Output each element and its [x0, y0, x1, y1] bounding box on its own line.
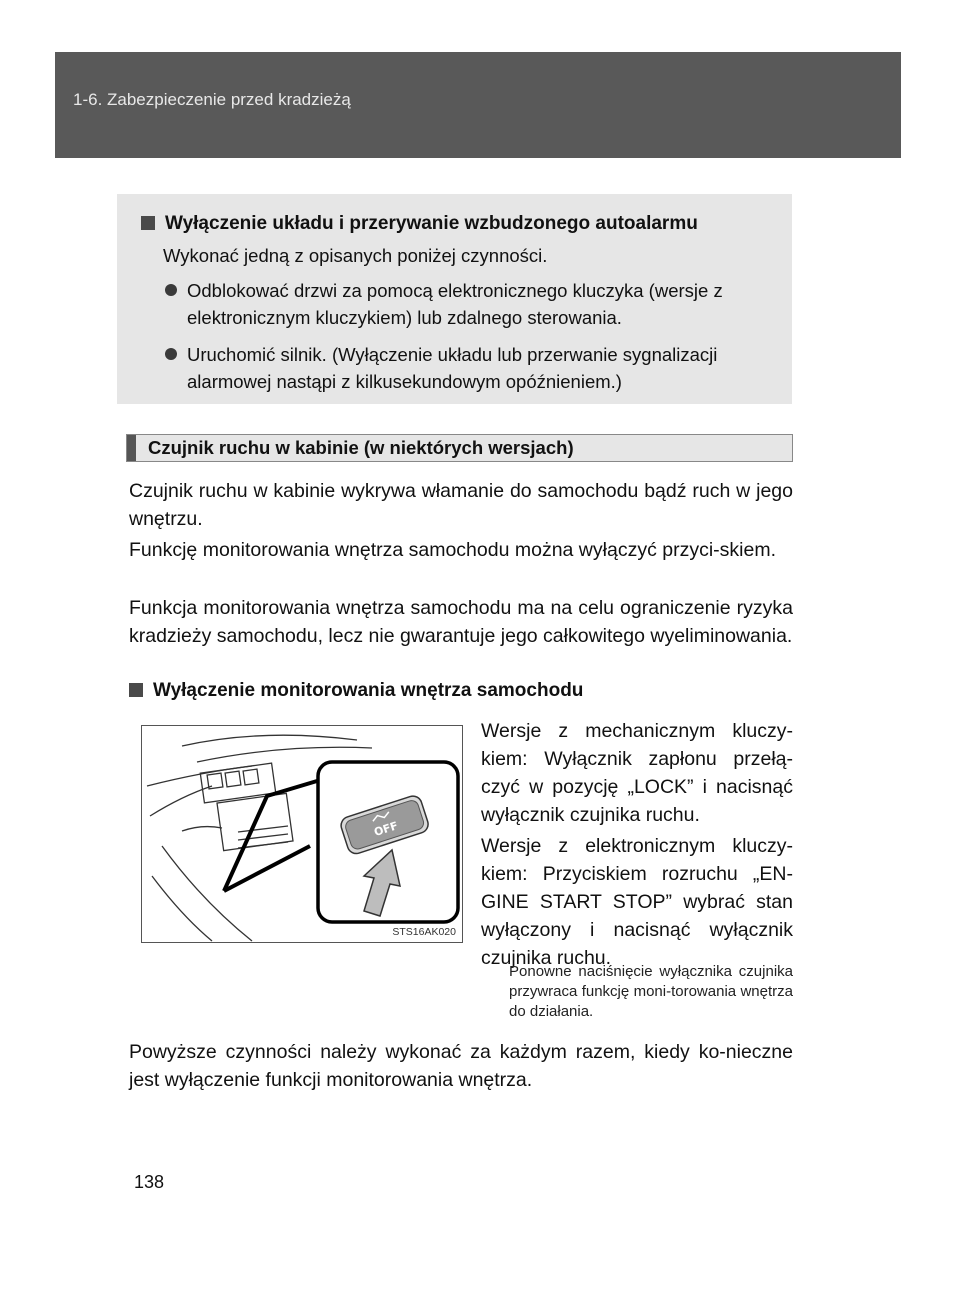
square-bullet-icon [141, 216, 155, 230]
note-text: Ponowne naciśnięcie wyłącznika czujnika przywraca funkcję moni-torowania wnętrza do działania. [509, 963, 793, 1020]
paragraph: Funkcję monitorowania wnętrza samochodu można wyłączyć przyci-skiem. [129, 539, 776, 561]
section-title [126, 434, 793, 462]
paragraph: Czujnik ruchu w kabinie wykrywa włamanie do samochodu bądź ruch w jego wnętrzu. [129, 480, 793, 530]
section-marker [127, 435, 136, 461]
header-bar [55, 52, 901, 158]
info-box [117, 194, 792, 404]
info-box-intro: Wykonać jedną z opisanych poniżej czynności. [163, 245, 548, 266]
interior-motion-sensor-figure [141, 725, 463, 943]
round-bullet-icon [165, 284, 177, 296]
list-item [163, 341, 772, 395]
page-number: 138 [134, 1172, 165, 1192]
list-item-text: Uruchomić silnik. (Wyłączenie układu lub przerwanie sygnalizacji alarmowej nastąpi z kilkusekundowym opóźnieniem.) [187, 344, 718, 392]
square-bullet-icon [129, 683, 143, 697]
subsection-heading-text: Wyłączenie monitorowania wnętrza samochodu [153, 680, 584, 701]
info-box-heading [141, 213, 772, 235]
section-title-text: Czujnik ruchu w kabinie (w niektórych wersjach) [148, 437, 574, 458]
chapter-title: 1-6. Zabezpieczenie przed kradzieżą [73, 90, 351, 109]
closing-paragraph: Powyższe czynności należy wykonać za każdym razem, kiedy ko-nieczne jest wyłączenie funkcji monitorowania wnętrza. [129, 1041, 793, 1091]
off-button-label: OFF [372, 819, 400, 840]
subsection-heading [129, 680, 583, 702]
instruction-paragraph: Wersje z mechanicznym kluczy-kiem: Wyłącznik zapłonu przełą-czyć w pozycję „LOCK” i nacisnąć wyłącznik czujnika ruchu. [481, 720, 793, 826]
instruction-paragraph: Wersje z elektronicznym kluczy-kiem: Przyciskiem rozruchu „EN-GINE START STOP” wybrać stan wyłączony i nacisnąć wyłącznik czujnika ruchu. [481, 835, 793, 969]
overhead-console-illustration [142, 726, 464, 944]
info-box-heading-text: Wyłączenie układu i przerywanie wzbudzonego autoalarmu [165, 213, 698, 234]
round-bullet-icon [165, 348, 177, 360]
list-item [163, 277, 772, 331]
figure-code: STS16AK020 [392, 926, 456, 938]
paragraph: Funkcja monitorowania wnętrza samochodu ma na celu ograniczenie ryzyka kradzieży samochodu, lecz nie gwarantuje jego całkowitego wyeliminowania. [129, 597, 793, 647]
list-item-text: Odblokować drzwi za pomocą elektronicznego kluczyka (wersje z elektronicznym kluczykiem) lub zdalnego sterowania. [187, 280, 723, 328]
